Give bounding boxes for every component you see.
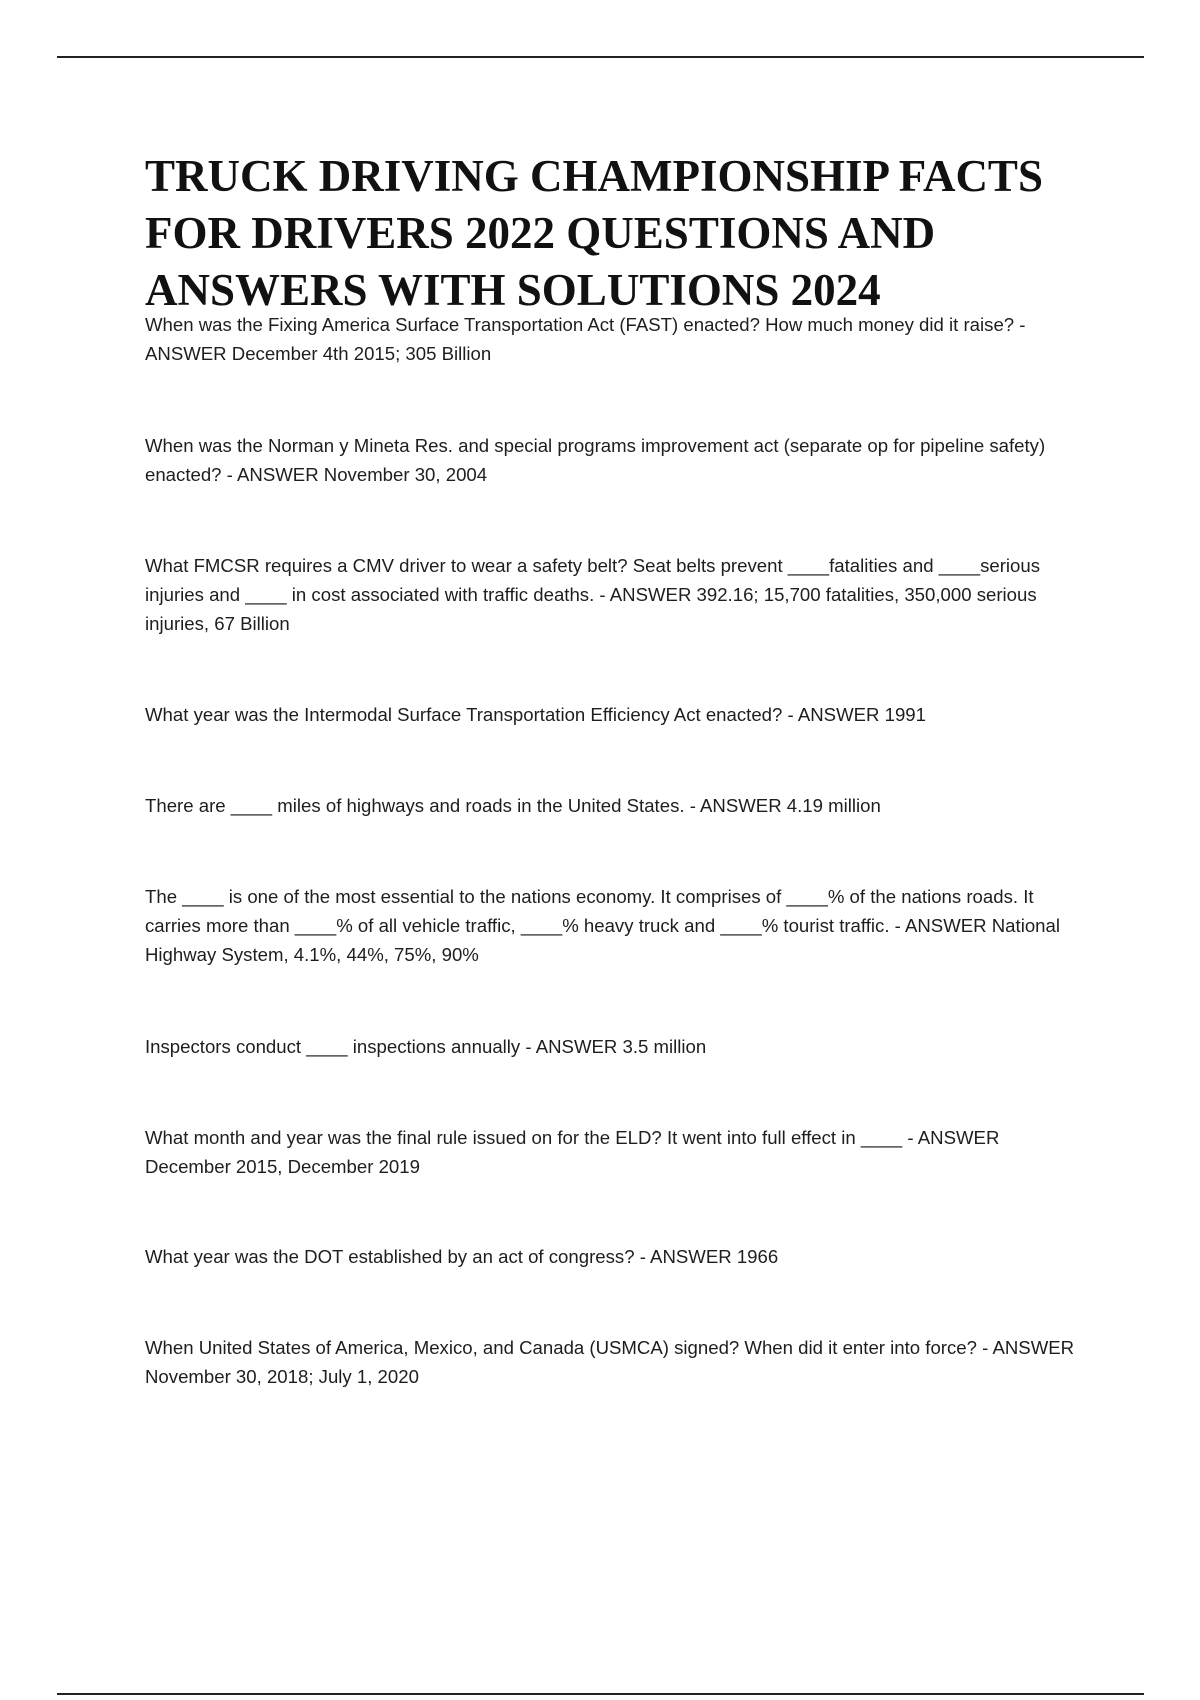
top-divider (57, 56, 1144, 58)
qa-item: When United States of America, Mexico, and Canada (USMCA) signed? When did it enter into force? - ANSWER November 30, 2018; July 1, 2020 (145, 1337, 1075, 1387)
page-title: TRUCK DRIVING CHAMPIONSHIP FACTS FOR DRIVERS 2022 QUESTIONS AND ANSWERS WITH SOLUTIONS 2024 (145, 151, 1043, 315)
qa-item: There are ____ miles of highways and roads in the United States. - ANSWER 4.19 million (145, 795, 881, 816)
qa-item: When was the Fixing America Surface Transportation Act (FAST) enacted? How much money did it raise? - ANSWER December 4th 2015; 305 Billion (145, 314, 1026, 364)
qa-item: The ____ is one of the most essential to the nations economy. It comprises of ____% of the nations roads. It carries more than ____% of all vehicle traffic, ____% heavy truck and ____% tourist traffic. - ANSWER National Highway System, 4.1%, 44%, 75%, 90% (145, 886, 1060, 965)
qa-item: What month and year was the final rule issued on for the ELD? It went into full effect in ____ - ANSWER December 2015, December 2019 (145, 1127, 1000, 1177)
qa-item: Inspectors conduct ____ inspections annually - ANSWER 3.5 million (145, 1036, 707, 1057)
qa-item: What FMCSR requires a CMV driver to wear a safety belt? Seat belts prevent ____fatalities and ____serious injuries and ____ in cost associated with traffic deaths. - ANSWER 392.16; 15,700 fatalities, 350,000 serious injuries, 67 Billion (145, 555, 1041, 634)
qa-item: What year was the Intermodal Surface Transportation Efficiency Act enacted? - ANSWER 1991 (145, 704, 926, 725)
bottom-divider (57, 1693, 1144, 1695)
qa-item: What year was the DOT established by an act of congress? - ANSWER 1966 (145, 1246, 779, 1267)
qa-item: When was the Norman y Mineta Res. and special programs improvement act (separate op for pipeline safety) enacted? - ANSWER November 30, 2004 (145, 435, 1046, 485)
